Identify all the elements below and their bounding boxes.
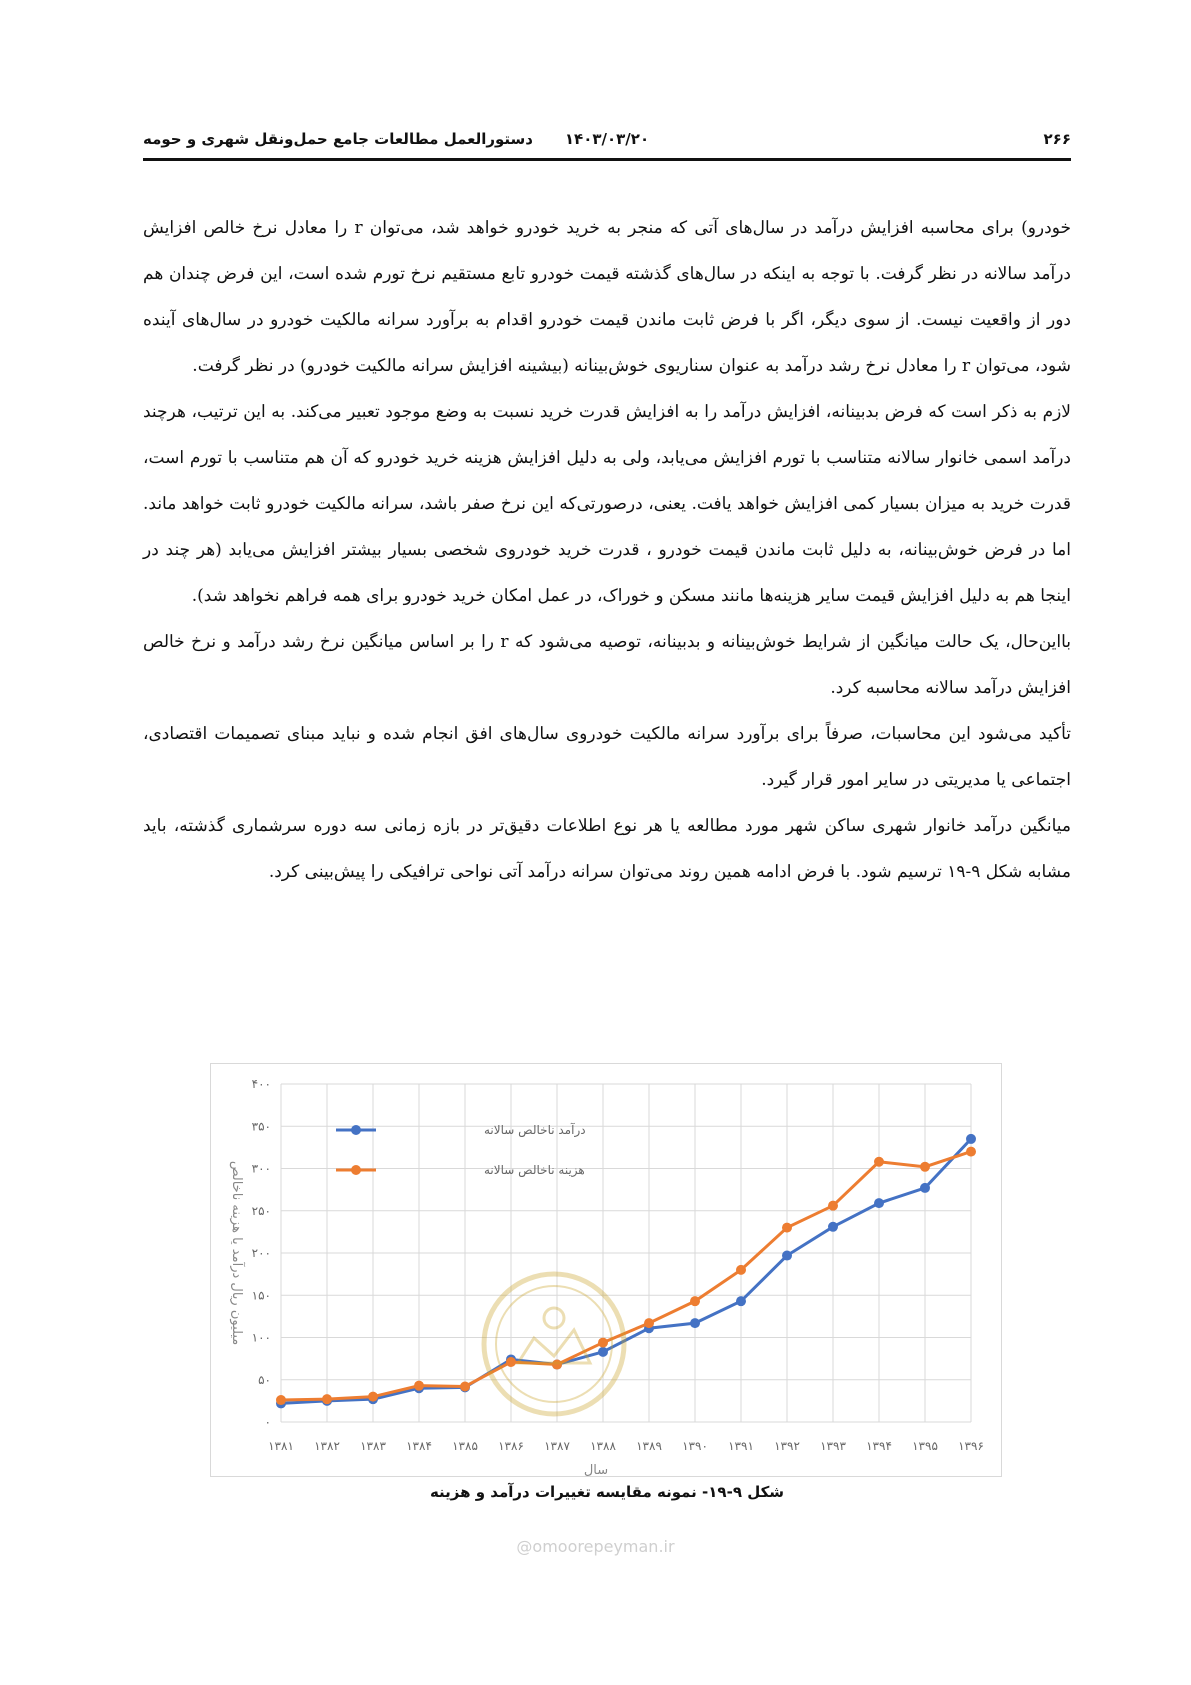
x-tick-label: ۱۳۸۲ <box>314 1439 340 1453</box>
data-point <box>828 1201 838 1211</box>
data-point <box>644 1318 654 1328</box>
y-tick-label: ۰ <box>264 1415 271 1429</box>
data-point <box>874 1198 884 1208</box>
body-text <box>143 205 1071 895</box>
figure-caption: شکل ۹-۱۹- نمونه مقایسه تغییرات درآمد و هزینه <box>429 1483 785 1501</box>
data-point <box>920 1162 930 1172</box>
legend-label: درآمد ناخالص سالانه <box>484 1123 586 1137</box>
x-tick-label: ۱۳۸۵ <box>452 1439 478 1453</box>
x-tick-label: ۱۳۹۵ <box>912 1439 938 1453</box>
y-tick-label: ۲۰۰ <box>251 1246 271 1260</box>
x-tick-label: ۱۳۸۱ <box>268 1439 294 1453</box>
x-tick-label: ۱۳۸۸ <box>590 1439 616 1453</box>
header-rule <box>143 158 1071 161</box>
paragraph: خودرو) برای محاسبه افزایش درآمد در سال‌های آتی که منجر به خرید خودرو خواهد شد، می‌توان r را معادل نرخ خالص افزایش درآمد سالانه در نظر گرفت. با توجه به اینکه در سال‌های گذشته قیمت خودرو تابع مستقیم نرخ تورم شده است، این فرض چندان هم دور از واقعیت نیست. از سوی دیگر، اگر با فرض ثابت ماندن قیمت خودرو اقدام به برآورد سرانه مالکیت خودرو در سال‌های آینده شود، می‌توان r را معادل نرخ رشد درآمد به عنوان سناریوی خوش‌بینانه (بیشینه افزایش سرانه مالکیت خودرو) در نظر گرفت. <box>143 218 1071 376</box>
data-point <box>736 1265 746 1275</box>
data-point <box>966 1147 976 1157</box>
page-number: ۲۶۶ <box>1043 130 1071 148</box>
data-point <box>690 1296 700 1306</box>
data-point <box>460 1382 470 1392</box>
header-date: ۱۴۰۳/۰۳/۲۰ <box>564 130 650 148</box>
y-tick-label: ۳۵۰ <box>251 1119 271 1134</box>
x-tick-label: ۱۳۸۶ <box>498 1439 524 1453</box>
data-point <box>690 1318 700 1328</box>
x-tick-label: ۱۳۹۰ <box>682 1439 708 1453</box>
data-point <box>736 1296 746 1306</box>
paragraph: بااین‌حال، یک حالت میانگین از شرایط خوش‌بینانه و بدبینانه، توصیه می‌شود که r را بر اساس میانگین نرخ رشد درآمد و نرخ خالص افزایش درآمد سالانه محاسبه کرد. <box>143 632 1072 698</box>
data-point <box>368 1392 378 1402</box>
data-point <box>276 1395 286 1405</box>
data-point <box>920 1183 930 1193</box>
x-tick-label: ۱۳۸۷ <box>544 1439 570 1453</box>
y-tick-label: ۱۵۰ <box>251 1288 271 1303</box>
data-point <box>828 1222 838 1232</box>
x-tick-label: ۱۳۸۴ <box>406 1439 432 1453</box>
y-tick-label: ۵۰ <box>258 1372 271 1387</box>
data-point <box>874 1157 884 1167</box>
legend-marker <box>351 1125 361 1135</box>
legend-label: هزینه ناخالص سالانه <box>484 1163 585 1177</box>
paragraph: تأکید می‌شود این محاسبات، صرفاً برای برآورد سرانه مالکیت خودروی سال‌های افق انجام شده و نباید مبنای تصمیمات اقتصادی، اجتماعی یا مدیریتی در سایر امور قرار گیرد. <box>143 724 1071 790</box>
x-axis-title: سال <box>583 1463 609 1476</box>
data-point <box>782 1223 792 1233</box>
x-tick-label: ۱۳۸۳ <box>360 1439 386 1453</box>
y-tick-label: ۱۰۰ <box>251 1330 271 1345</box>
x-tick-label: ۱۳۸۹ <box>636 1439 662 1453</box>
x-tick-label: ۱۳۹۴ <box>866 1439 892 1453</box>
seal-watermark-icon <box>478 1268 630 1420</box>
page-header <box>143 128 1071 164</box>
watermark-url: @omoorepeyman.ir <box>516 1537 675 1556</box>
x-tick-label: ۱۳۹۲ <box>774 1439 800 1453</box>
legend-marker <box>351 1165 361 1175</box>
data-point <box>322 1394 332 1404</box>
data-point <box>966 1134 976 1144</box>
data-point <box>782 1251 792 1261</box>
x-tick-label: ۱۳۹۳ <box>820 1439 846 1453</box>
header-title: دستورالعمل مطالعات جامع حمل‌ونقل شهری و حومه <box>143 130 533 148</box>
y-tick-label: ۲۵۰ <box>251 1203 271 1218</box>
paragraph: لازم به ذکر است که فرض بدبینانه، افزایش درآمد را به افزایش قدرت خرید نسبت به وضع موجود تعبیر می‌کند. به این ترتیب، هرچند درآمد اسمی خانوار سالانه متناسب با تورم افزایش می‌یابد، ولی به دلیل افزایش هزینه خرید خودرو که آن هم متناسب با تورم است، قدرت خرید به میزان بسیار کمی افزایش خواهد یافت. یعنی، درصورتی‌که این نرخ صفر باشد، سرانه مالکیت خودرو ثابت خواهد ماند. اما در فرض خوش‌بینانه، به دلیل ثابت ماندن قیمت خودرو ، قدرت خرید خودروی شخصی بسیار بیشتر افزایش می‌یابد (هر چند در اینجا هم به دلیل افزایش قیمت سایر هزینه‌ها مانند مسکن و خوراک، در عمل امکان خرید خودرو برای همه فراهم نخواهد شد). <box>143 402 1071 606</box>
y-tick-label: ۳۰۰ <box>251 1161 271 1176</box>
x-tick-label: ۱۳۹۶ <box>958 1439 984 1453</box>
paragraph: میانگین درآمد خانوار شهری ساکن شهر مورد مطالعه یا هر نوع اطلاعات دقیق‌تر در بازه زمانی سه دوره سرشماری گذشته، باید مشابه شکل ۹-۱۹ ترسیم شود. با فرض ادامه همین روند می‌توان سرانه درآمد آتی نواحی ترافیکی را پیش‌بینی کرد. <box>143 816 1071 882</box>
data-point <box>414 1381 424 1391</box>
y-axis-title: میلیون ریال درآمد یا هزینه ناخالص <box>229 1160 244 1346</box>
y-tick-label: ۴۰۰ <box>251 1077 271 1091</box>
x-tick-label: ۱۳۹۱ <box>728 1439 754 1453</box>
